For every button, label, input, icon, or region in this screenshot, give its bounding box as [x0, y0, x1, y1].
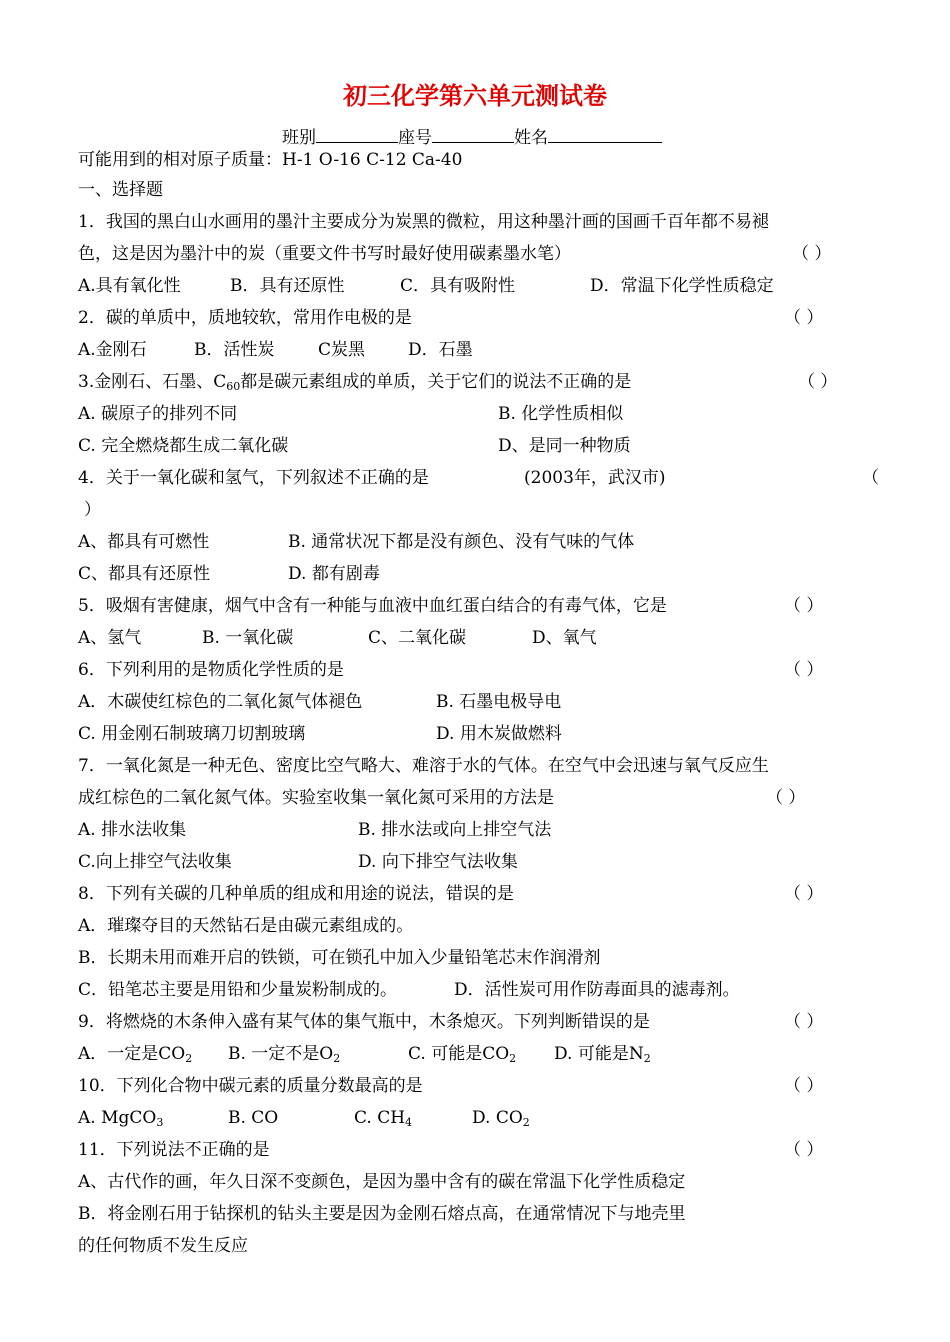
q10-stem [78, 1072, 868, 1100]
q7-option-a: A. 排水法收集 [78, 820, 187, 840]
q3-option-d: D、是同一种物质 [498, 436, 631, 456]
q10-option-a [78, 1104, 163, 1132]
q1-option-b: B．具有还原性 [230, 276, 345, 296]
seat-blank [432, 124, 514, 143]
q3-option-a: A. 碳原子的排列不同 [78, 404, 238, 424]
q4-option-a: A、都具有可燃性 [78, 532, 210, 552]
q6-options-row1 [78, 688, 868, 716]
q10-stem-text: 10．下列化合物中碳元素的质量分数最高的是 [78, 1076, 423, 1096]
q9-stem-text: 9．将燃烧的木条伸入盛有某气体的集气瓶中，木条熄灭。下列判断错误的是 [78, 1012, 650, 1032]
q10-option-d-text: D. CO [472, 1108, 523, 1128]
q1-options [78, 272, 868, 300]
q5-answer-bracket: （ ） [784, 596, 824, 616]
q4-stem [78, 464, 878, 492]
q2-options [78, 336, 868, 364]
q9-option-a-text: A．一定是CO [78, 1044, 186, 1064]
q7-stem-line1: 7．一氧化氮是一种无色、密度比空气略大、难溶于水的气体。在空气中会迅速与氧气反应生 [78, 756, 769, 776]
q2-stem [78, 304, 868, 332]
q9-option-b [228, 1040, 340, 1068]
q8-option-d: D．活性炭可用作防毒面具的滤毒剂。 [454, 980, 740, 1000]
q3-stem-text [78, 368, 631, 396]
q5-options [78, 624, 868, 652]
name-label: 姓名 [514, 128, 548, 148]
q6-answer-bracket: （ ） [784, 660, 824, 680]
q5-option-a: A、氢气 [78, 628, 142, 648]
q2-option-c: C炭黑 [318, 340, 366, 360]
q9-option-c [408, 1040, 516, 1068]
q10-option-c-text: C. CH [354, 1108, 406, 1128]
q8-stem [78, 880, 868, 908]
q4-bracket-line [78, 496, 101, 524]
q11-option-a: A、古代作的画，年久日深不变颜色，是因为墨中含有的碳在常温下化学性质稳定 [78, 1172, 686, 1192]
q4-option-d: D. 都有剧毒 [288, 564, 380, 584]
q3-options-row1 [78, 400, 868, 428]
class-blank [316, 124, 398, 143]
q10-option-a-text: A. MgCO [78, 1108, 157, 1128]
q8-option-c: C．铅笔芯主要是用铅和少量炭粉制成的。 [78, 980, 398, 1000]
q8-answer-bracket: （ ） [784, 884, 824, 904]
q1-stem-line1: 1．我国的黑白山水画用的墨汁主要成分为炭黑的微粒，用这种墨汁画的国画千百年都不易褪 [78, 212, 769, 232]
q11-answer-bracket: （ ） [784, 1140, 824, 1160]
q10-options [78, 1104, 868, 1132]
q6-option-d: D. 用木炭做燃料 [436, 724, 562, 744]
q9-answer-bracket: （ ） [784, 1012, 824, 1032]
q2-stem-text: 2．碳的单质中，质地较软，常用作电极的是 [78, 308, 412, 328]
q6-option-a: A．木碳使红棕色的二氧化氮气体褪色 [78, 692, 363, 712]
q6-option-c: C. 用金刚石制玻璃刀切割玻璃 [78, 724, 306, 744]
q8-options-row3 [78, 976, 868, 1004]
q1-stem-text: 色，这是因为墨汁中的炭（重要文件书写时最好使用碳素墨水笔） [78, 244, 571, 264]
q4-options-row2 [78, 560, 868, 588]
q3-stem-part1: 3.金刚石、石墨、C [78, 372, 227, 392]
q9-option-a [78, 1040, 192, 1068]
q9-option-b-text: B. 一定不是O [228, 1044, 334, 1064]
q11-option-b-line2: 的任何物质不发生反应 [78, 1236, 248, 1256]
q9-options [78, 1040, 868, 1068]
q9-option-a-subscript: 2 [185, 1052, 193, 1065]
q5-option-b: B. 一氧化碳 [202, 628, 294, 648]
q4-bracket-open: （ [862, 468, 879, 488]
q2-answer-bracket: （ ） [784, 308, 824, 328]
q1-answer-bracket: （ ） [792, 244, 832, 264]
q1-option-c: C．具有吸附性 [400, 276, 516, 296]
q4-options-row1 [78, 528, 868, 556]
q2-option-b: B．活性炭 [194, 340, 275, 360]
q9-option-d-text: D. 可能是N [554, 1044, 644, 1064]
section-heading: 一、选择题 [78, 180, 163, 200]
q7-stem-line2 [78, 784, 868, 812]
q1-option-a: A.具有氧化性 [78, 276, 181, 296]
q7-stem-text: 成红棕色的二氧化氮气体。实验室收集一氧化氮可采用的方法是 [78, 788, 554, 808]
q11-option-b-line1: B．将金刚石用于钻探机的钻头主要是因为金刚石熔点高，在通常情况下与地壳里 [78, 1204, 686, 1224]
q9-option-c-text: C. 可能是CO [408, 1044, 510, 1064]
q1-option-d: D．常温下化学性质稳定 [590, 276, 774, 296]
q7-options-row2 [78, 848, 868, 876]
q5-option-d: D、氧气 [532, 628, 597, 648]
q8-stem-text: 8．下列有关碳的几种单质的组成和用途的说法，错误的是 [78, 884, 514, 904]
q4-stem-text: 4．关于一氧化碳和氢气，下列叙述不正确的是 [78, 468, 429, 488]
q4-source: (2003年，武汉市) [524, 468, 666, 488]
q9-stem [78, 1008, 868, 1036]
q9-option-d-subscript: 2 [643, 1052, 651, 1065]
atomic-mass-line: 可能用到的相对原子质量：H-1 O-16 C-12 Ca-40 [78, 150, 463, 170]
q4-option-c: C、都具有还原性 [78, 564, 211, 584]
q7-option-b: B. 排水法或向上排空气法 [358, 820, 552, 840]
q7-answer-bracket: （ ） [766, 788, 806, 808]
q5-stem [78, 592, 868, 620]
q6-option-b: B. 石墨电极导电 [436, 692, 562, 712]
q3-stem-part2: 都是碳元素组成的单质，关于它们的说法不正确的是 [240, 372, 632, 392]
q5-stem-text: 5．吸烟有害健康，烟气中含有一种能与血液中血红蛋白结合的有毒气体，它是 [78, 596, 667, 616]
name-blank [548, 124, 662, 143]
exam-title: 初三化学第六单元测试卷 [343, 81, 607, 110]
class-label: 班别 [282, 128, 316, 148]
q4-option-b: B. 通常状况下都是没有颜色、没有气味的气体 [288, 532, 635, 552]
q7-options-row1 [78, 816, 868, 844]
q10-option-d [472, 1104, 530, 1132]
q11-stem [78, 1136, 868, 1164]
q10-option-c [354, 1104, 412, 1132]
q7-option-d: D. 向下排空气法收集 [358, 852, 518, 872]
q3-stem-subscript: 60 [226, 380, 241, 393]
q3-option-b: B. 化学性质相似 [498, 404, 624, 424]
q11-stem-text: 11．下列说法不正确的是 [78, 1140, 270, 1160]
q6-stem-text: 6．下列利用的是物质化学性质的是 [78, 660, 344, 680]
seat-label: 座号 [398, 128, 432, 148]
q4-bracket-close: ） [84, 500, 101, 520]
q2-option-a: A.金刚石 [78, 340, 147, 360]
q10-option-d-subscript: 2 [522, 1116, 530, 1129]
q10-answer-bracket: （ ） [784, 1076, 824, 1096]
q3-stem [78, 368, 868, 396]
q8-option-b: B．长期未用而难开启的铁锁，可在锁孔中加入少量铅笔芯末作润滑剂 [78, 948, 601, 968]
q9-option-b-subscript: 2 [333, 1052, 341, 1065]
q8-option-a: A．璀璨夺目的天然钻石是由碳元素组成的。 [78, 916, 414, 936]
q10-option-b: B. CO [228, 1108, 279, 1128]
q3-options-row2 [78, 432, 868, 460]
q1-stem-line2 [78, 240, 868, 268]
q5-option-c: C、二氧化碳 [368, 628, 467, 648]
q6-stem [78, 656, 868, 684]
q6-options-row2 [78, 720, 868, 748]
q10-option-c-subscript: 4 [405, 1116, 413, 1129]
q9-option-d [554, 1040, 651, 1068]
q9-option-c-subscript: 2 [509, 1052, 517, 1065]
q10-option-a-subscript: 3 [156, 1116, 164, 1129]
q3-option-c: C. 完全燃烧都生成二氧化碳 [78, 436, 289, 456]
q3-answer-bracket: （ ） [798, 372, 838, 392]
q2-option-d: D．石墨 [408, 340, 473, 360]
q7-option-c: C.向上排空气法收集 [78, 852, 232, 872]
